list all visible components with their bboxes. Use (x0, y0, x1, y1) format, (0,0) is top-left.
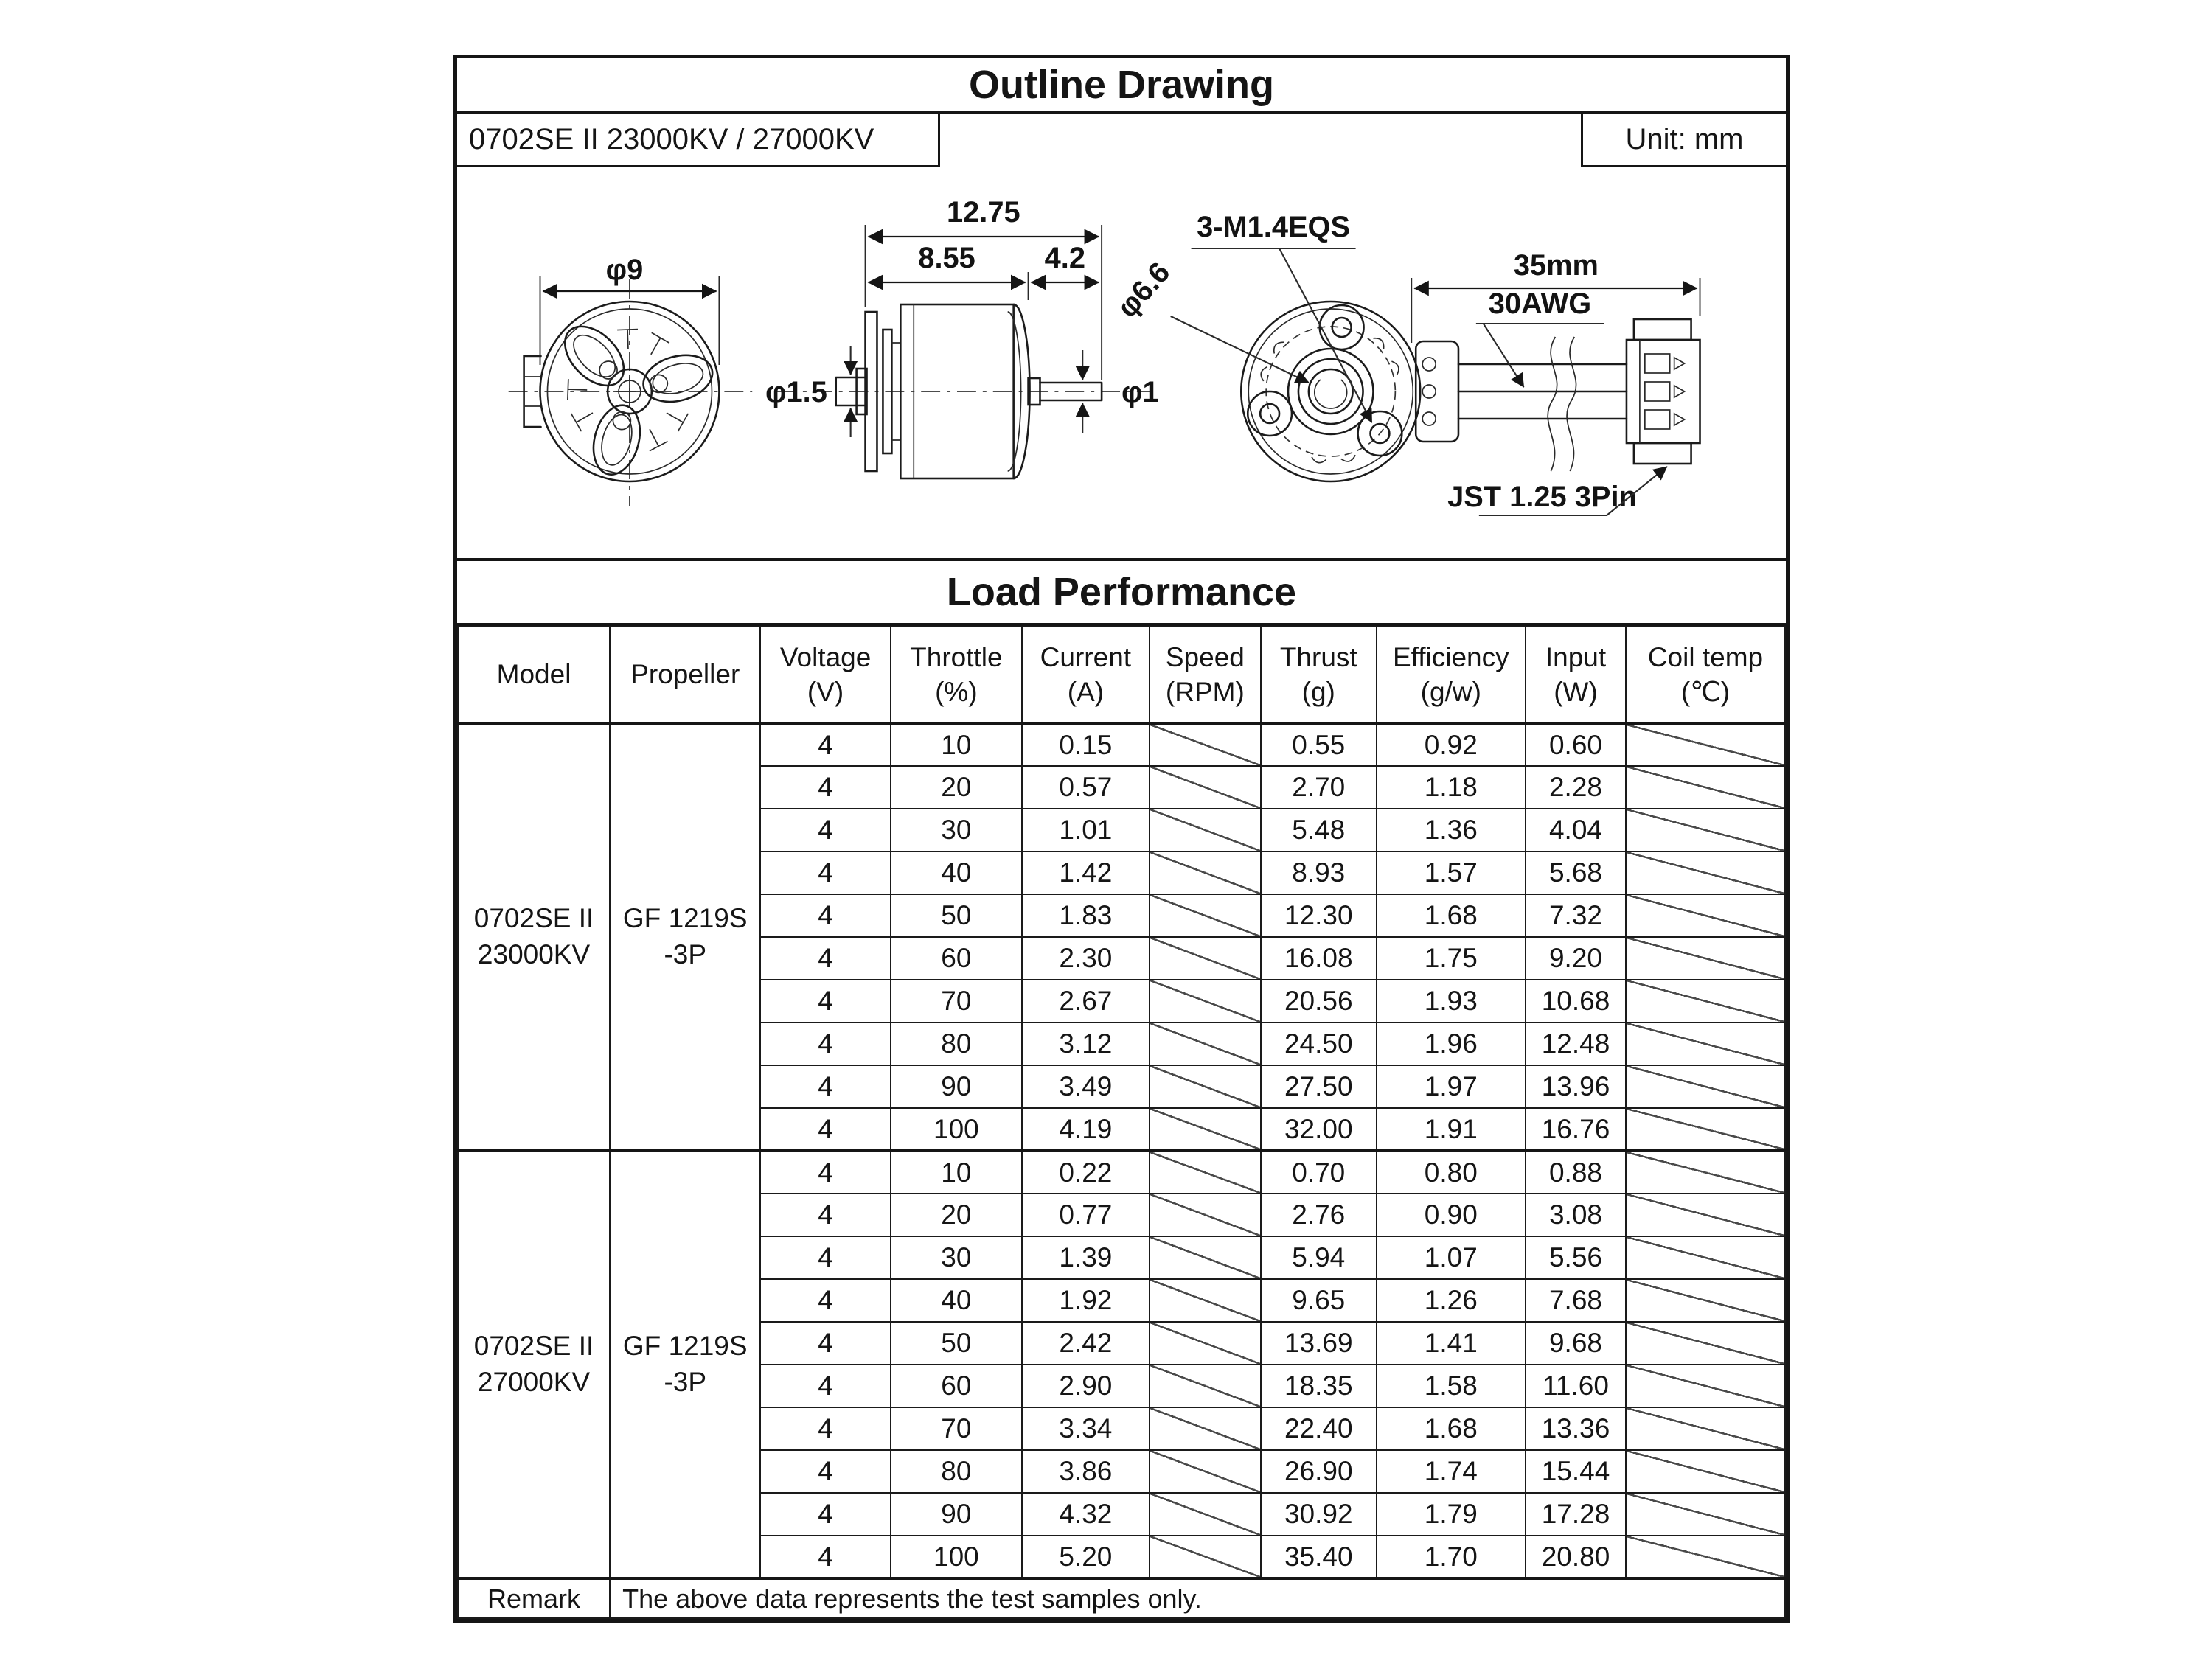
efficiency-cell: 1.74 (1377, 1450, 1526, 1493)
efficiency-cell: 1.58 (1377, 1365, 1526, 1407)
input-cell: 13.36 (1526, 1407, 1626, 1450)
efficiency-cell: 1.93 (1377, 980, 1526, 1023)
speed-cell (1150, 809, 1261, 851)
input-cell: 0.60 (1526, 723, 1626, 766)
model-range-label: 0702SE II 23000KV / 27000KV (457, 114, 940, 167)
dim-total-length-label: 12.75 (947, 195, 1020, 229)
throttle-cell: 80 (891, 1023, 1022, 1065)
thrust-cell: 24.50 (1261, 1023, 1377, 1065)
input-cell: 5.68 (1526, 851, 1626, 894)
voltage-cell: 4 (760, 851, 890, 894)
voltage-cell: 4 (760, 809, 890, 851)
coil-temp-cell (1626, 1493, 1785, 1536)
table-header (458, 627, 1785, 723)
col-header-thrust: Thrust (g) (1261, 627, 1377, 723)
col-header-input: Input (W) (1526, 627, 1626, 723)
efficiency-cell: 1.91 (1377, 1108, 1526, 1151)
current-cell: 3.12 (1022, 1023, 1150, 1065)
input-cell: 7.32 (1526, 894, 1626, 937)
thrust-cell: 22.40 (1261, 1407, 1377, 1450)
input-cell: 16.76 (1526, 1108, 1626, 1151)
thrust-cell: 27.50 (1261, 1065, 1377, 1108)
efficiency-cell: 1.68 (1377, 1407, 1526, 1450)
speed-cell (1150, 1065, 1261, 1108)
speed-cell (1150, 1194, 1261, 1236)
thrust-cell: 8.93 (1261, 851, 1377, 894)
speed-cell (1150, 851, 1261, 894)
coil-temp-cell (1626, 1450, 1785, 1493)
throttle-cell: 70 (891, 1407, 1022, 1450)
voltage-cell: 4 (760, 1450, 890, 1493)
efficiency-cell: 1.96 (1377, 1023, 1526, 1065)
dim-wire-length-label: 35mm (1513, 248, 1599, 282)
voltage-cell: 4 (760, 1493, 890, 1536)
current-cell: 1.42 (1022, 851, 1150, 894)
connector-type-label: JST 1.25 3Pin (1447, 480, 1637, 514)
current-cell: 3.34 (1022, 1407, 1150, 1450)
voltage-cell: 4 (760, 1194, 890, 1236)
thrust-cell: 20.56 (1261, 980, 1377, 1023)
efficiency-cell: 1.79 (1377, 1493, 1526, 1536)
thrust-cell: 18.35 (1261, 1365, 1377, 1407)
speed-cell (1150, 1023, 1261, 1065)
input-cell: 20.80 (1526, 1536, 1626, 1578)
coil-temp-cell (1626, 937, 1785, 980)
speed-cell (1150, 723, 1261, 766)
voltage-cell: 4 (760, 1023, 890, 1065)
voltage-cell: 4 (760, 1365, 890, 1407)
remark-section (458, 1578, 1785, 1618)
thrust-cell: 2.76 (1261, 1194, 1377, 1236)
voltage-cell: 4 (760, 1407, 890, 1450)
col-header-speed: Speed (RPM) (1150, 627, 1261, 723)
thrust-cell: 2.70 (1261, 766, 1377, 809)
thrust-cell: 13.69 (1261, 1322, 1377, 1365)
coil-temp-cell (1626, 809, 1785, 851)
efficiency-cell: 1.36 (1377, 809, 1526, 851)
efficiency-cell: 1.70 (1377, 1536, 1526, 1578)
remark-label: Remark (458, 1578, 610, 1618)
input-cell: 4.04 (1526, 809, 1626, 851)
dim-shaft-dia-right-label: φ1 (1121, 375, 1159, 409)
model-cell: 0702SE II 27000KV (458, 1151, 610, 1578)
remark-row (458, 1578, 1785, 1618)
current-cell: 5.20 (1022, 1536, 1150, 1578)
efficiency-cell: 1.18 (1377, 766, 1526, 809)
input-cell: 10.68 (1526, 980, 1626, 1023)
thrust-cell: 35.40 (1261, 1536, 1377, 1578)
speed-cell (1150, 1365, 1261, 1407)
throttle-cell: 10 (891, 723, 1022, 766)
efficiency-cell: 1.57 (1377, 851, 1526, 894)
thrust-cell: 5.48 (1261, 809, 1377, 851)
voltage-cell: 4 (760, 723, 890, 766)
throttle-cell: 30 (891, 1236, 1022, 1279)
mount-screws-label: 3-M1.4EQS (1197, 210, 1351, 244)
current-cell: 2.30 (1022, 937, 1150, 980)
coil-temp-cell (1626, 1322, 1785, 1365)
speed-cell (1150, 1108, 1261, 1151)
thrust-cell: 16.08 (1261, 937, 1377, 980)
input-cell: 5.56 (1526, 1236, 1626, 1279)
thrust-cell: 12.30 (1261, 894, 1377, 937)
outline-drawing-area (457, 167, 1786, 558)
thrust-cell: 30.92 (1261, 1493, 1377, 1536)
voltage-cell: 4 (760, 1108, 890, 1151)
propeller-cell: GF 1219S -3P (610, 723, 760, 1151)
throttle-cell: 100 (891, 1536, 1022, 1578)
voltage-cell: 4 (760, 1151, 890, 1194)
coil-temp-cell (1626, 1536, 1785, 1578)
speed-cell (1150, 1279, 1261, 1322)
coil-temp-cell (1626, 1194, 1785, 1236)
coil-temp-cell (1626, 1023, 1785, 1065)
current-cell: 1.39 (1022, 1236, 1150, 1279)
dim-shaft-length-label: 4.2 (1044, 241, 1086, 275)
voltage-cell: 4 (760, 1279, 890, 1322)
voltage-cell: 4 (760, 894, 890, 937)
throttle-cell: 50 (891, 894, 1022, 937)
current-cell: 0.57 (1022, 766, 1150, 809)
throttle-cell: 100 (891, 1108, 1022, 1151)
throttle-cell: 60 (891, 937, 1022, 980)
coil-temp-cell (1626, 851, 1785, 894)
voltage-cell: 4 (760, 1536, 890, 1578)
col-header-voltage: Voltage (V) (760, 627, 890, 723)
input-cell: 7.68 (1526, 1279, 1626, 1322)
input-cell: 13.96 (1526, 1065, 1626, 1108)
current-cell: 3.86 (1022, 1450, 1150, 1493)
page-title: Outline Drawing (457, 58, 1786, 114)
efficiency-cell: 1.41 (1377, 1322, 1526, 1365)
voltage-cell: 4 (760, 937, 890, 980)
input-cell: 11.60 (1526, 1365, 1626, 1407)
throttle-cell: 40 (891, 1279, 1022, 1322)
efficiency-cell: 1.68 (1377, 894, 1526, 937)
header-row (458, 627, 1785, 723)
coil-temp-cell (1626, 1108, 1785, 1151)
coil-temp-cell (1626, 766, 1785, 809)
speed-cell (1150, 1322, 1261, 1365)
speed-cell (1150, 1450, 1261, 1493)
throttle-cell: 90 (891, 1065, 1022, 1108)
rear-view-drawing (1111, 211, 1700, 515)
efficiency-cell: 0.90 (1377, 1194, 1526, 1236)
throttle-cell: 30 (891, 809, 1022, 851)
current-cell: 0.15 (1022, 723, 1150, 766)
efficiency-cell: 1.97 (1377, 1065, 1526, 1108)
throttle-cell: 40 (891, 851, 1022, 894)
voltage-cell: 4 (760, 1322, 890, 1365)
coil-temp-cell (1626, 894, 1785, 937)
speed-cell (1150, 894, 1261, 937)
col-header-throttle: Throttle (%) (891, 627, 1022, 723)
thrust-cell: 0.70 (1261, 1151, 1377, 1194)
current-cell: 1.83 (1022, 894, 1150, 937)
input-cell: 9.68 (1526, 1322, 1626, 1365)
load-performance-table (457, 626, 1786, 1619)
current-cell: 4.19 (1022, 1108, 1150, 1151)
coil-temp-cell (1626, 1236, 1785, 1279)
coil-temp-cell (1626, 1151, 1785, 1194)
remark-text: The above data represents the test samples only. (610, 1578, 1785, 1618)
speed-cell (1150, 980, 1261, 1023)
spec-sheet (453, 55, 1790, 1623)
col-header-model: Model (458, 627, 610, 723)
input-cell: 12.48 (1526, 1023, 1626, 1065)
speed-cell (1150, 1407, 1261, 1450)
current-cell: 0.22 (1022, 1151, 1150, 1194)
throttle-cell: 80 (891, 1450, 1022, 1493)
dim-shaft-dia-left-label: φ1.5 (765, 375, 827, 409)
voltage-cell: 4 (760, 1236, 890, 1279)
front-view-drawing (509, 254, 753, 506)
coil-temp-cell (1626, 980, 1785, 1023)
col-header-coil-temp: Coil temp (℃) (1626, 627, 1785, 723)
col-header-efficiency: Efficiency (g/w) (1377, 627, 1526, 723)
speed-cell (1150, 1236, 1261, 1279)
unit-label: Unit: mm (1581, 114, 1786, 167)
coil-temp-cell (1626, 1279, 1785, 1322)
thrust-cell: 9.65 (1261, 1279, 1377, 1322)
current-cell: 2.90 (1022, 1365, 1150, 1407)
throttle-cell: 70 (891, 980, 1022, 1023)
thrust-cell: 26.90 (1261, 1450, 1377, 1493)
input-cell: 9.20 (1526, 937, 1626, 980)
sheet-subheader (457, 114, 1786, 167)
input-cell: 15.44 (1526, 1450, 1626, 1493)
efficiency-cell: 0.92 (1377, 723, 1526, 766)
propeller-cell: GF 1219S -3P (610, 1151, 760, 1578)
voltage-cell: 4 (760, 766, 890, 809)
current-cell: 1.92 (1022, 1279, 1150, 1322)
input-cell: 3.08 (1526, 1194, 1626, 1236)
coil-temp-cell (1626, 723, 1785, 766)
performance-table-body (458, 723, 1785, 1578)
wire-gauge-label: 30AWG (1488, 287, 1592, 321)
voltage-cell: 4 (760, 980, 890, 1023)
current-cell: 3.49 (1022, 1065, 1150, 1108)
throttle-cell: 60 (891, 1365, 1022, 1407)
speed-cell (1150, 766, 1261, 809)
throttle-cell: 10 (891, 1151, 1022, 1194)
motor-outline-drawing (457, 167, 1786, 558)
efficiency-cell: 1.26 (1377, 1279, 1526, 1322)
speed-cell (1150, 1536, 1261, 1578)
throttle-cell: 50 (891, 1322, 1022, 1365)
current-cell: 2.67 (1022, 980, 1150, 1023)
coil-temp-cell (1626, 1365, 1785, 1407)
dim-front-diameter-label: φ9 (605, 253, 644, 287)
thrust-cell: 5.94 (1261, 1236, 1377, 1279)
throttle-cell: 20 (891, 766, 1022, 809)
dim-bore-diameter-label: φ6.6 (1110, 256, 1177, 324)
efficiency-cell: 1.75 (1377, 937, 1526, 980)
load-performance-title: Load Performance (457, 558, 1786, 626)
voltage-cell: 4 (760, 1065, 890, 1108)
efficiency-cell: 0.80 (1377, 1151, 1526, 1194)
dim-body-length-label: 8.55 (918, 241, 975, 275)
current-cell: 4.32 (1022, 1493, 1150, 1536)
table-row (458, 723, 1785, 766)
col-header-current: Current (A) (1022, 627, 1150, 723)
thrust-cell: 0.55 (1261, 723, 1377, 766)
table-row (458, 1151, 1785, 1194)
input-cell: 17.28 (1526, 1493, 1626, 1536)
throttle-cell: 90 (891, 1493, 1022, 1536)
model-cell: 0702SE II 23000KV (458, 723, 610, 1151)
throttle-cell: 20 (891, 1194, 1022, 1236)
side-view-drawing (765, 196, 1159, 478)
coil-temp-cell (1626, 1065, 1785, 1108)
speed-cell (1150, 937, 1261, 980)
current-cell: 0.77 (1022, 1194, 1150, 1236)
current-cell: 1.01 (1022, 809, 1150, 851)
col-header-propeller: Propeller (610, 627, 760, 723)
efficiency-cell: 1.07 (1377, 1236, 1526, 1279)
speed-cell (1150, 1151, 1261, 1194)
current-cell: 2.42 (1022, 1322, 1150, 1365)
coil-temp-cell (1626, 1407, 1785, 1450)
speed-cell (1150, 1493, 1261, 1536)
input-cell: 2.28 (1526, 766, 1626, 809)
input-cell: 0.88 (1526, 1151, 1626, 1194)
thrust-cell: 32.00 (1261, 1108, 1377, 1151)
